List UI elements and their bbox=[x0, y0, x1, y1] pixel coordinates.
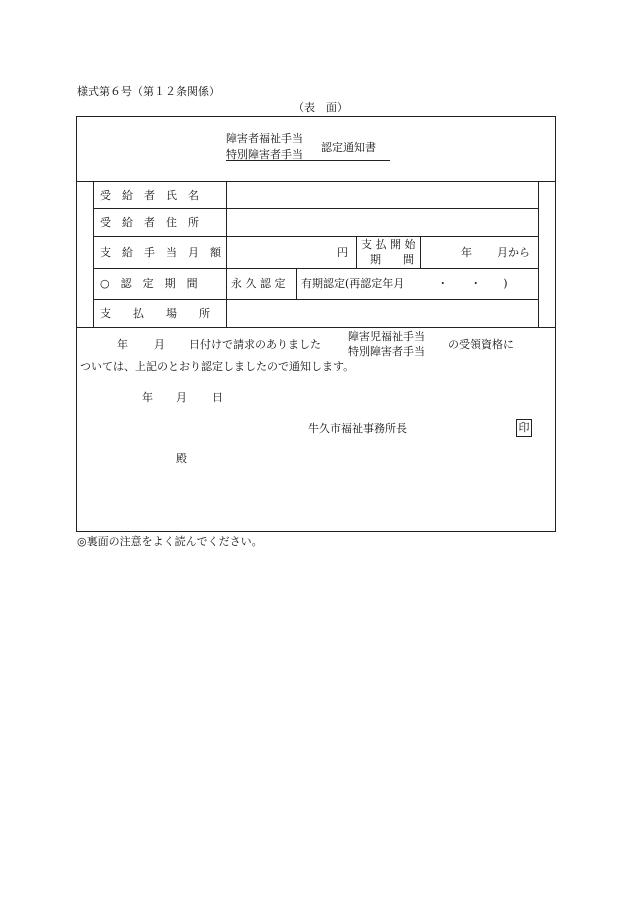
notice-text: ついては、上記のとおり認定しましたので通知します。 bbox=[80, 360, 355, 373]
amount-divider bbox=[356, 236, 357, 268]
honorific: 殿 bbox=[176, 452, 187, 465]
seal-box: 印 bbox=[516, 419, 532, 437]
start-divider bbox=[420, 236, 421, 268]
row-divider bbox=[93, 236, 538, 237]
payment-place-label: 支 払 場 所 bbox=[100, 307, 210, 320]
row-divider bbox=[93, 299, 538, 300]
period-divider bbox=[296, 268, 297, 299]
issuer-name: 牛久市福祉事務所長 bbox=[308, 422, 407, 435]
label-column-divider bbox=[226, 181, 227, 327]
yen-unit: 円 bbox=[337, 246, 348, 259]
table-top-border bbox=[76, 181, 556, 182]
allowance-line-1: 障害児福祉手当 bbox=[348, 330, 425, 343]
dated-request-text: 日付けで請求のありました bbox=[189, 338, 321, 351]
table-left-border bbox=[93, 181, 94, 327]
footer-note: ◎裏面の注意をよく読んでください。 bbox=[77, 535, 263, 548]
permanent-certification: 永 久 認 定 bbox=[231, 277, 286, 290]
title-suffix: 認定通知書 bbox=[321, 141, 376, 154]
request-year: 年 bbox=[117, 338, 128, 351]
form-frame bbox=[76, 116, 556, 532]
fixed-term-certification: 有期認定(再認定年月 ・ ・ ) bbox=[301, 277, 508, 290]
title-underline bbox=[226, 160, 390, 161]
issue-date-month: 月 bbox=[176, 391, 187, 404]
start-year-unit: 年 bbox=[461, 246, 472, 259]
title-line-1: 障害者福祉手当 bbox=[226, 132, 303, 145]
title-line-2: 特別障害者手当 bbox=[226, 148, 303, 161]
recipient-name-label: 受 給 者 氏 名 bbox=[100, 189, 199, 202]
issue-date-day: 日 bbox=[212, 391, 223, 404]
start-month-unit: 月から bbox=[497, 246, 530, 259]
table-bottom-border bbox=[76, 327, 556, 328]
certification-period-label: ○ 認 定 期 間 bbox=[100, 277, 198, 290]
eligibility-text: の受領資格に bbox=[448, 338, 514, 351]
request-month: 月 bbox=[154, 338, 165, 351]
recipient-address-label: 受 給 者 住 所 bbox=[100, 216, 199, 229]
issue-date-year: 年 bbox=[142, 391, 153, 404]
payment-start-label-1: 支 払 開 始 bbox=[361, 238, 416, 251]
payment-start-label-2: 期 間 bbox=[370, 253, 414, 266]
allowance-line-2: 特別障害者手当 bbox=[348, 345, 425, 358]
table-right-border bbox=[538, 181, 539, 327]
row-divider bbox=[93, 208, 538, 209]
form-number-label: 様式第６号（第１２条関係） bbox=[77, 85, 220, 98]
row-divider bbox=[93, 268, 538, 269]
side-label: （表 面） bbox=[293, 101, 348, 114]
monthly-amount-label: 支 給 手 当 月 額 bbox=[100, 246, 221, 259]
